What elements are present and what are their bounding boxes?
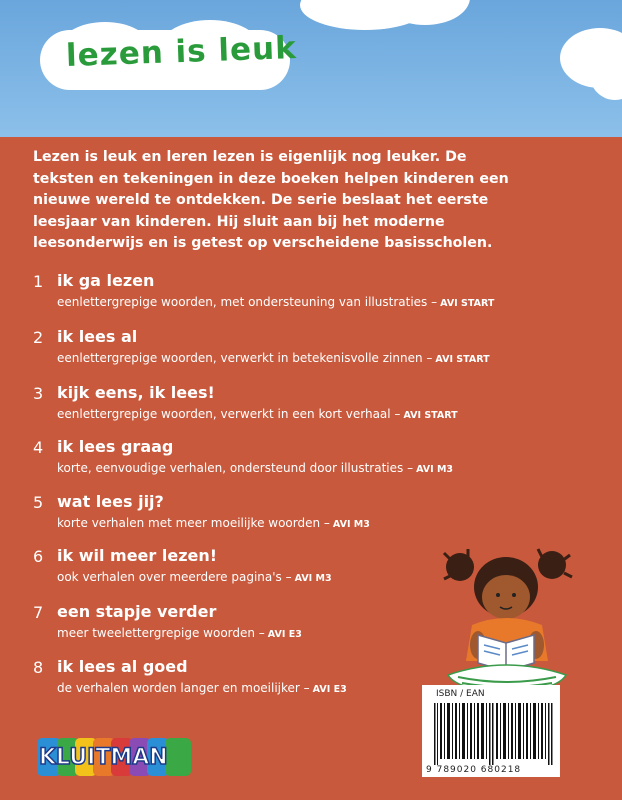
item-desc: ook verhalen over meerdere pagina's – AVI M3 [57,570,332,584]
item-number: 2 [33,328,44,347]
item-number: 5 [33,493,44,512]
item-number: 8 [33,658,44,677]
sky-header [0,0,622,137]
publisher-logo [37,738,207,784]
avi-level: AVI M3 [416,464,454,475]
item-title: ik ga lezen [57,271,155,290]
logo-block [165,738,191,776]
item-title: kijk eens, ik lees! [57,383,215,402]
avi-level: AVI M3 [332,519,370,530]
publisher-name: KLUITMAN [39,745,168,770]
item-number: 4 [33,438,44,457]
item-desc: korte verhalen met meer moeilijke woorden – AVI M3 [57,516,370,530]
avi-level: AVI E3 [267,629,302,640]
isbn-label: ISBN / EAN [436,689,485,699]
item-title: ik lees graag [57,437,174,456]
item-number: 7 [33,603,44,622]
avi-level: AVI START [403,410,458,421]
intro-text: Lezen is leuk en leren lezen is eigenlijk nog leuker. De teksten en tekeningen in deze boeken helpen kinderen een nieuwe wereld te ontdekken. De serie beslaat het eerste leesjaar van kinderen. Hij sluit aan bij het moderne leesonderwijs en is getest op verscheidene basisscholen. [33,149,509,251]
avi-level: AVI START [435,354,490,365]
item-title: wat lees jij? [57,492,164,511]
reading-girl-illustration [438,545,576,695]
item-title: ik lees al goed [57,657,188,676]
avi-level: AVI M3 [294,573,332,584]
barcode-number: 9 789020 680218 [426,765,522,775]
item-title: ik lees al [57,327,138,346]
avi-level: AVI E3 [312,684,347,695]
barcode [422,685,560,777]
item-desc: korte, eenvoudige verhalen, ondersteund door illustraties – AVI M3 [57,461,454,475]
item-title: ik wil meer lezen! [57,546,218,565]
item-desc: eenlettergrepige woorden, verwerkt in een kort verhaal – AVI START [57,407,458,421]
item-title: een stapje verder [57,602,217,621]
barcode-bars [434,703,554,765]
item-number: 1 [33,272,44,291]
item-desc: de verhalen worden langer en moeilijker – AVI E3 [57,681,347,695]
item-number: 6 [33,547,44,566]
item-number: 3 [33,384,44,403]
avi-level: AVI START [440,298,495,309]
series-logo: lezen is leuk [65,29,298,75]
item-desc: eenlettergrepige woorden, met ondersteuning van illustraties – AVI START [57,295,495,309]
item-desc: eenlettergrepige woorden, verwerkt in betekenisvolle zinnen – AVI START [57,351,490,365]
item-desc: meer tweelettergrepige woorden – AVI E3 [57,626,302,640]
